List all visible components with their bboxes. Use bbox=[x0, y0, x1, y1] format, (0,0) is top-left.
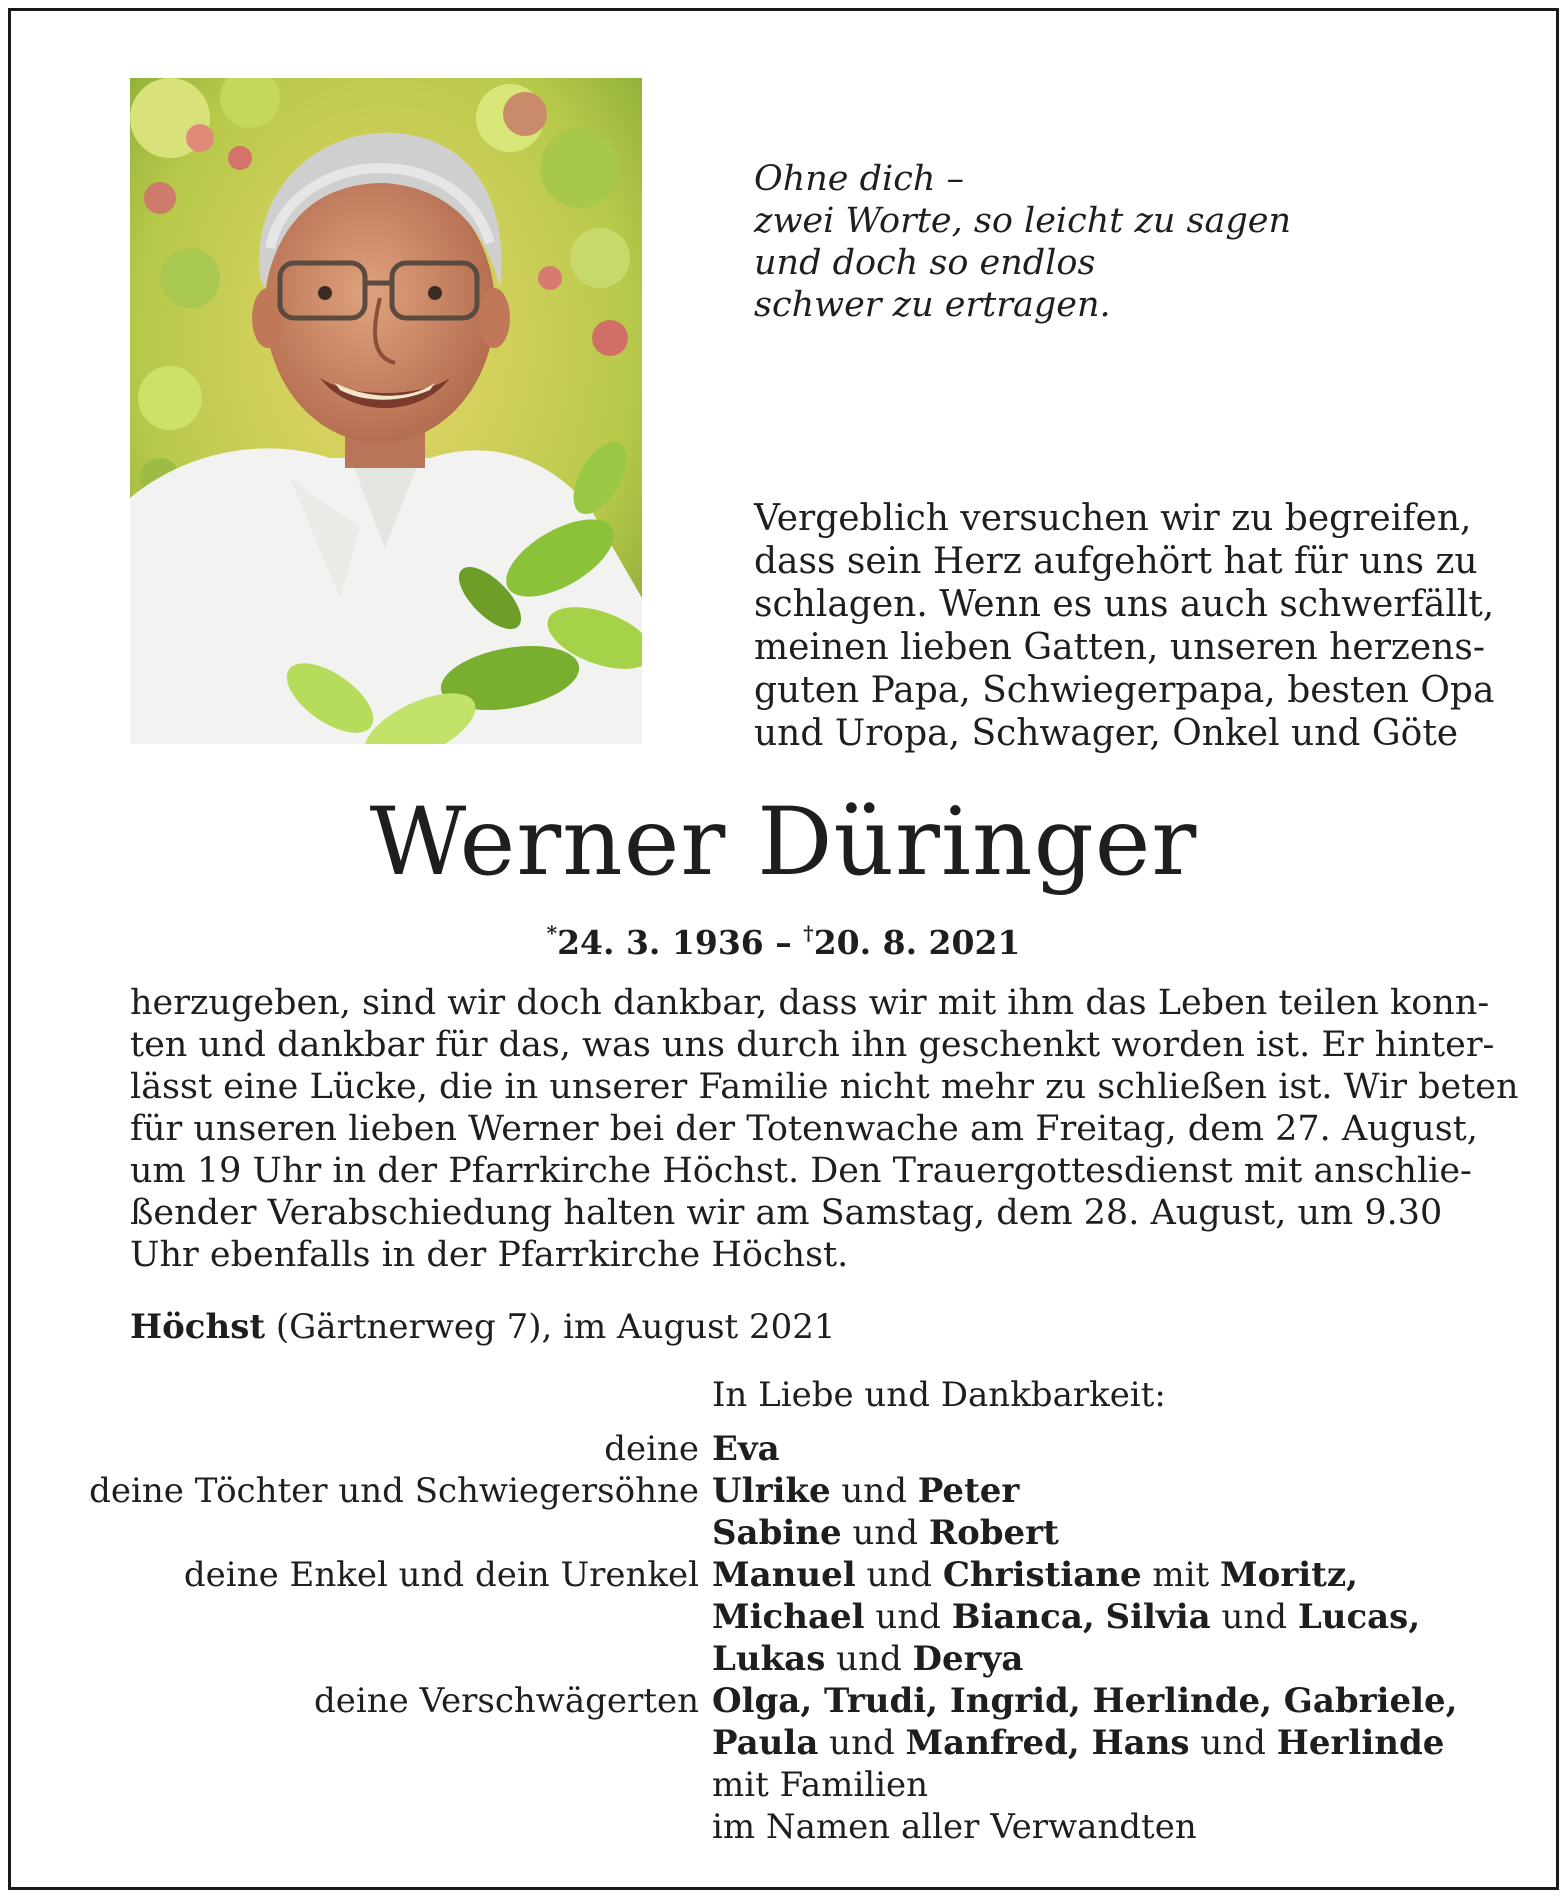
date-dash: – bbox=[775, 923, 792, 962]
name-michael: Michael bbox=[712, 1597, 865, 1637]
name-manfred-hans: Manfred, Hans bbox=[905, 1723, 1190, 1763]
family-row bbox=[0, 1596, 1567, 1638]
birth-date: 24. 3. 1936 bbox=[557, 923, 764, 962]
intro-line: guten Papa, Schwiegerpapa, besten Opa bbox=[754, 670, 1495, 711]
birth-symbol: * bbox=[546, 921, 558, 945]
name-silvia: Silvia bbox=[1105, 1597, 1211, 1637]
name-herlinde: Herlinde bbox=[1276, 1723, 1445, 1763]
family-row bbox=[0, 1512, 1567, 1554]
name-sabine: Sabine bbox=[712, 1513, 842, 1553]
intro-line: dass sein Herz aufgehört hat für uns zu bbox=[754, 541, 1478, 582]
deceased-name: Werner Düringer bbox=[369, 788, 1198, 897]
poem-line: zwei Worte, so leicht zu sagen bbox=[754, 201, 1292, 241]
name-christiane: Christiane bbox=[942, 1555, 1142, 1595]
poem-line: schwer zu ertragen. bbox=[754, 285, 1111, 325]
body-line: für unseren lieben Werner bei der Totenwache am Freitag, dem 27. August, bbox=[130, 1109, 1478, 1149]
poem bbox=[754, 158, 1291, 326]
name-bianca: Bianca, bbox=[951, 1597, 1095, 1637]
word-und: und bbox=[829, 1723, 895, 1763]
family-row bbox=[0, 1554, 1567, 1596]
body-line: ten und dankbar für das, was uns durch ihn geschenkt worden ist. Er hinter- bbox=[130, 1025, 1495, 1065]
word-und: und bbox=[866, 1555, 933, 1595]
body-text bbox=[130, 982, 1519, 1276]
poem-line: und doch so endlos bbox=[754, 243, 1096, 283]
names-inlaws: Olga, Trudi, Ingrid, Herlinde, Gabriele, bbox=[712, 1681, 1458, 1721]
body-line: lässt eine Lücke, die in unserer Familie nicht mehr zu schließen ist. Wir beten bbox=[130, 1067, 1519, 1107]
name-peter: Peter bbox=[917, 1471, 1020, 1511]
family-row bbox=[0, 1764, 1567, 1806]
family-row bbox=[0, 1428, 1567, 1470]
closing-line: mit Familien bbox=[712, 1765, 929, 1805]
word-mit: mit bbox=[1152, 1555, 1210, 1595]
body-line: ßender Verabschiedung halten wir am Samstag, dem 28. August, um 9.30 bbox=[130, 1193, 1443, 1233]
thanks-line: In Liebe und Dankbarkeit: bbox=[712, 1375, 1166, 1415]
name-robert: Robert bbox=[928, 1513, 1059, 1553]
name-eva: Eva bbox=[712, 1429, 780, 1469]
name-moritz: Moritz, bbox=[1220, 1555, 1359, 1595]
family-row bbox=[0, 1722, 1567, 1764]
name-manuel: Manuel bbox=[712, 1555, 856, 1595]
intro-line: Vergeblich versuchen wir zu begreifen, bbox=[754, 498, 1472, 539]
role-grandchildren: deine Enkel und dein Urenkel bbox=[183, 1555, 699, 1595]
family-row bbox=[0, 1470, 1567, 1512]
word-und: und bbox=[836, 1639, 902, 1679]
family-row bbox=[0, 1638, 1567, 1680]
life-dates bbox=[0, 913, 1567, 963]
intro-line: schlagen. Wenn es uns auch schwerfällt, bbox=[754, 584, 1495, 625]
word-und: und bbox=[875, 1597, 941, 1637]
intro-line: und Uropa, Schwager, Onkel und Göte bbox=[754, 713, 1459, 754]
poem-line: Ohne dich – bbox=[754, 159, 964, 199]
name-lukas: Lukas bbox=[712, 1639, 826, 1679]
role-inlaws: deine Verschwägerten bbox=[314, 1681, 699, 1721]
role-daughters: deine Töchter und Schwiegersöhne bbox=[89, 1471, 699, 1511]
death-symbol: † bbox=[803, 921, 814, 945]
name-ulrike: Ulrike bbox=[712, 1471, 831, 1511]
word-und: und bbox=[852, 1513, 918, 1553]
closing-line: im Namen aller Verwandten bbox=[712, 1807, 1197, 1847]
place-rest: (Gärtnerweg 7), im August 2021 bbox=[265, 1307, 836, 1347]
body-line: herzugeben, sind wir doch dankbar, dass wir mit ihm das Leben teilen konn- bbox=[130, 983, 1490, 1023]
word-und: und bbox=[841, 1471, 907, 1511]
family-row bbox=[0, 1680, 1567, 1722]
body-line: um 19 Uhr in der Pfarrkirche Höchst. Den Trauergottesdienst mit anschlie- bbox=[130, 1151, 1472, 1191]
name-derya: Derya bbox=[912, 1639, 1024, 1679]
name-paula: Paula bbox=[712, 1723, 819, 1763]
word-und: und bbox=[1221, 1597, 1288, 1637]
portrait-photo bbox=[130, 78, 642, 744]
name-lucas: Lucas, bbox=[1297, 1597, 1421, 1637]
body-line: Uhr ebenfalls in der Pfarrkirche Höchst. bbox=[130, 1235, 849, 1275]
intro-text bbox=[754, 497, 1494, 755]
place-town: Höchst bbox=[130, 1307, 266, 1347]
word-und: und bbox=[1200, 1723, 1266, 1763]
place-date bbox=[130, 1306, 836, 1348]
role-wife: deine bbox=[604, 1429, 699, 1469]
death-date: 20. 8. 2021 bbox=[813, 923, 1021, 962]
intro-line: meinen lieben Gatten, unseren herzens- bbox=[754, 627, 1486, 668]
family-row bbox=[0, 1806, 1567, 1848]
